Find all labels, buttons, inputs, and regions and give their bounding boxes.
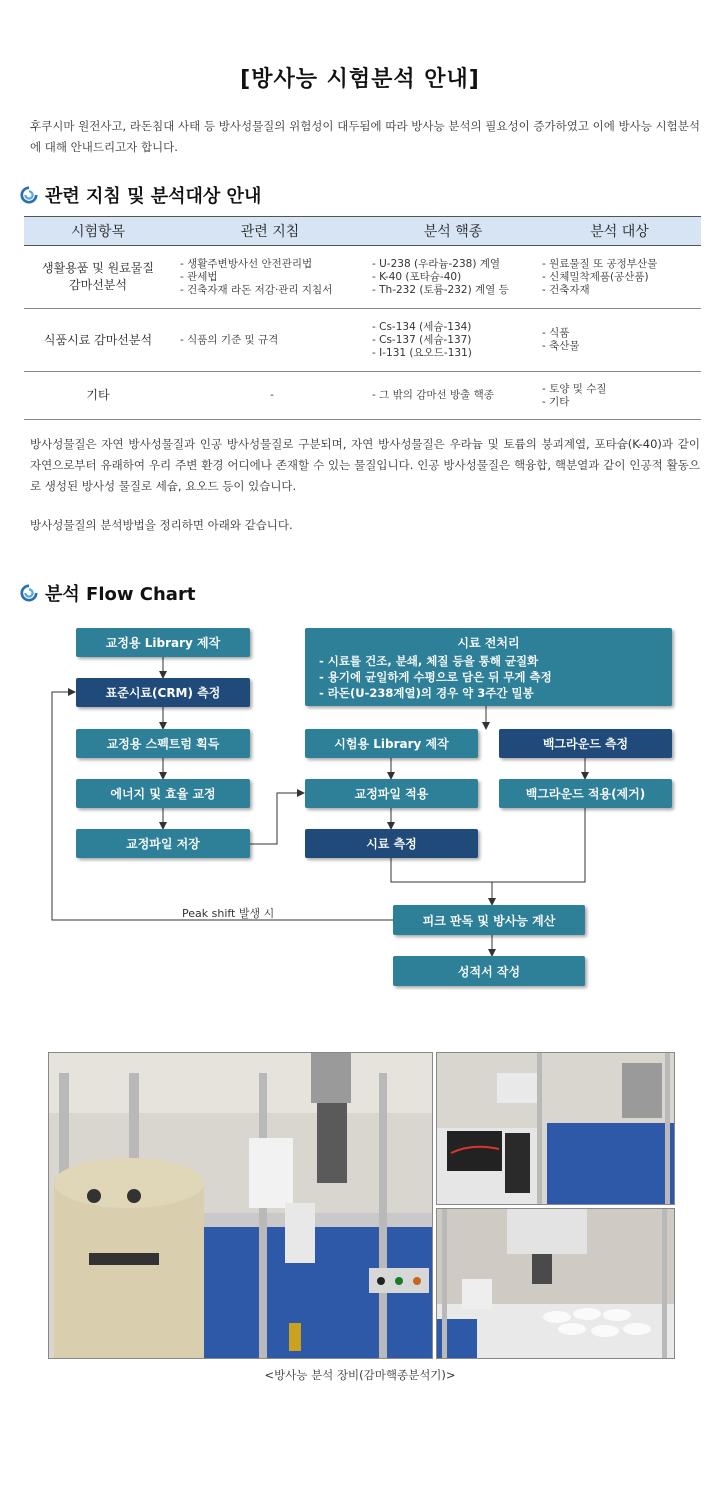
sample-tray-image [437,1209,674,1358]
flow-box-calib-spectrum: 교정용 스펙트럼 획득 [76,729,250,758]
flow-box-apply-calib: 교정파일 적용 [305,779,478,808]
intro-text: 후쿠시마 원전사고, 라돈침대 사태 등 방사성물질의 위험성이 대두됨에 따라 방사능 분석의 필요성이 증가하였고 이에 방사능 시험분석에 대해 안내드리고자 합니다. [30,119,700,154]
flow-box-bg-measure: 백그라운드 측정 [499,729,672,758]
target-line: - 신체밀착제품(공산품) [542,270,649,283]
target-line: - 건축자재 [542,283,590,296]
body-text-method: 방사성물질의 분석방법을 정리하면 아래와 같습니다. [30,518,293,532]
flow-box-report: 성적서 작성 [393,956,585,986]
photo-caption: <방사능 분석 장비(감마핵종분석기)> [264,1368,456,1382]
target-line: - 기타 [542,395,570,408]
target-line: - 축산물 [542,340,580,352]
nuclide-line: - Cs-137 (세슘-137) [372,333,472,346]
page-title: [방사능 시험분석 안내] [240,67,480,92]
flow-box-calib-library: 교정용 Library 제작 [76,628,250,657]
sample-prep-item: - 시료를 건조, 분쇄, 체질 등을 통해 균질화 [319,654,539,668]
item-line: 식품시료 감마선분석 [43,332,153,347]
target-line: - 식품 [542,327,570,339]
item-line: 생활용품 및 원료물질 [42,261,154,275]
equipment-photo-lab [436,1052,675,1205]
sample-prep-item: - 용기에 균일하게 수평으로 담은 뒤 무게 측정 [319,670,552,684]
table-header: 분석 대상 [538,217,701,246]
sample-prep-item: - 라돈(U-238계열)의 경우 약 3주간 밀봉 [319,686,534,700]
target-line: - 토양 및 수질 [542,382,607,395]
gamma-spectrometer-image [49,1053,432,1358]
table-header: 분석 핵종 [368,217,538,246]
flow-box-bg-apply: 백그라운드 적용(제거) [499,779,672,808]
flow-box-sample-measure: 시료 측정 [305,829,478,858]
flow-box-energy-efficiency: 에너지 및 효율 교정 [76,779,250,808]
item-line: 기타 [86,388,110,402]
flow-box-crm: 표준시료(CRM) 측정 [76,678,250,707]
flow-box-peak-calc: 피크 판독 및 방사능 계산 [393,905,585,935]
item-line: 감마선분석 [69,278,127,292]
body-text-radioactive: 방사성물질은 자연 방사성물질과 인공 방사성물질로 구분되며, 자연 방사성물질은 우라늄 및 토륨의 붕괴계열, 포타슘(K-40)과 같이 자연으로부터 유래하여 우리 주변 환경 어디에나 존재할 수 있는 물질입니다. 인공 방사성물질은 핵융합, 핵분열과 같이 인공적 활동으로 생성된 방사성 물질로 세슘, 요오드 등이 있습니다. [30,437,700,493]
nuclide-line: - Th-232 (토륨-232) 계열 등 [372,283,509,296]
guide-line: - 관세법 [180,270,218,283]
equipment-photo-main [48,1052,433,1359]
target-line: - 원료물질 또 공정부산물 [542,257,658,270]
flow-box-save-calib: 교정파일 저장 [76,829,250,858]
nuclide-line: - I-131 (요오드-131) [372,346,472,359]
lab-room-image [437,1053,674,1204]
flow-box-test-library: 시험용 Library 제작 [305,729,478,758]
flow-box-sample-prep [305,628,672,706]
nuclide-line: - 그 밖의 감마선 방출 핵종 [372,389,494,401]
peak-shift-label: Peak shift 발생 시 [182,907,275,920]
nuclide-line: - U-238 (우라늄-238) 계열 [372,257,501,270]
guide-line: - [270,389,274,401]
guide-line: - 식품의 기준 및 규격 [180,333,279,346]
guide-line: - 생활주변방사선 안전관리법 [180,257,313,270]
nuclide-line: - Cs-134 (세슘-134) [372,320,472,333]
table-header: 관련 지침 [172,217,368,246]
guide-line: - 건축자재 라돈 저감·관리 지침서 [180,283,333,296]
section-heading-text: 관련 지침 및 분석대상 안내 [45,186,262,207]
sample-prep-title: 시료 전처리 [457,636,520,650]
section-heading-text: 분석 Flow Chart [45,584,196,605]
table-header: 시험항목 [24,217,172,246]
equipment-photo-samples [436,1208,675,1359]
nuclide-line: - K-40 (포타슘-40) [372,270,462,283]
